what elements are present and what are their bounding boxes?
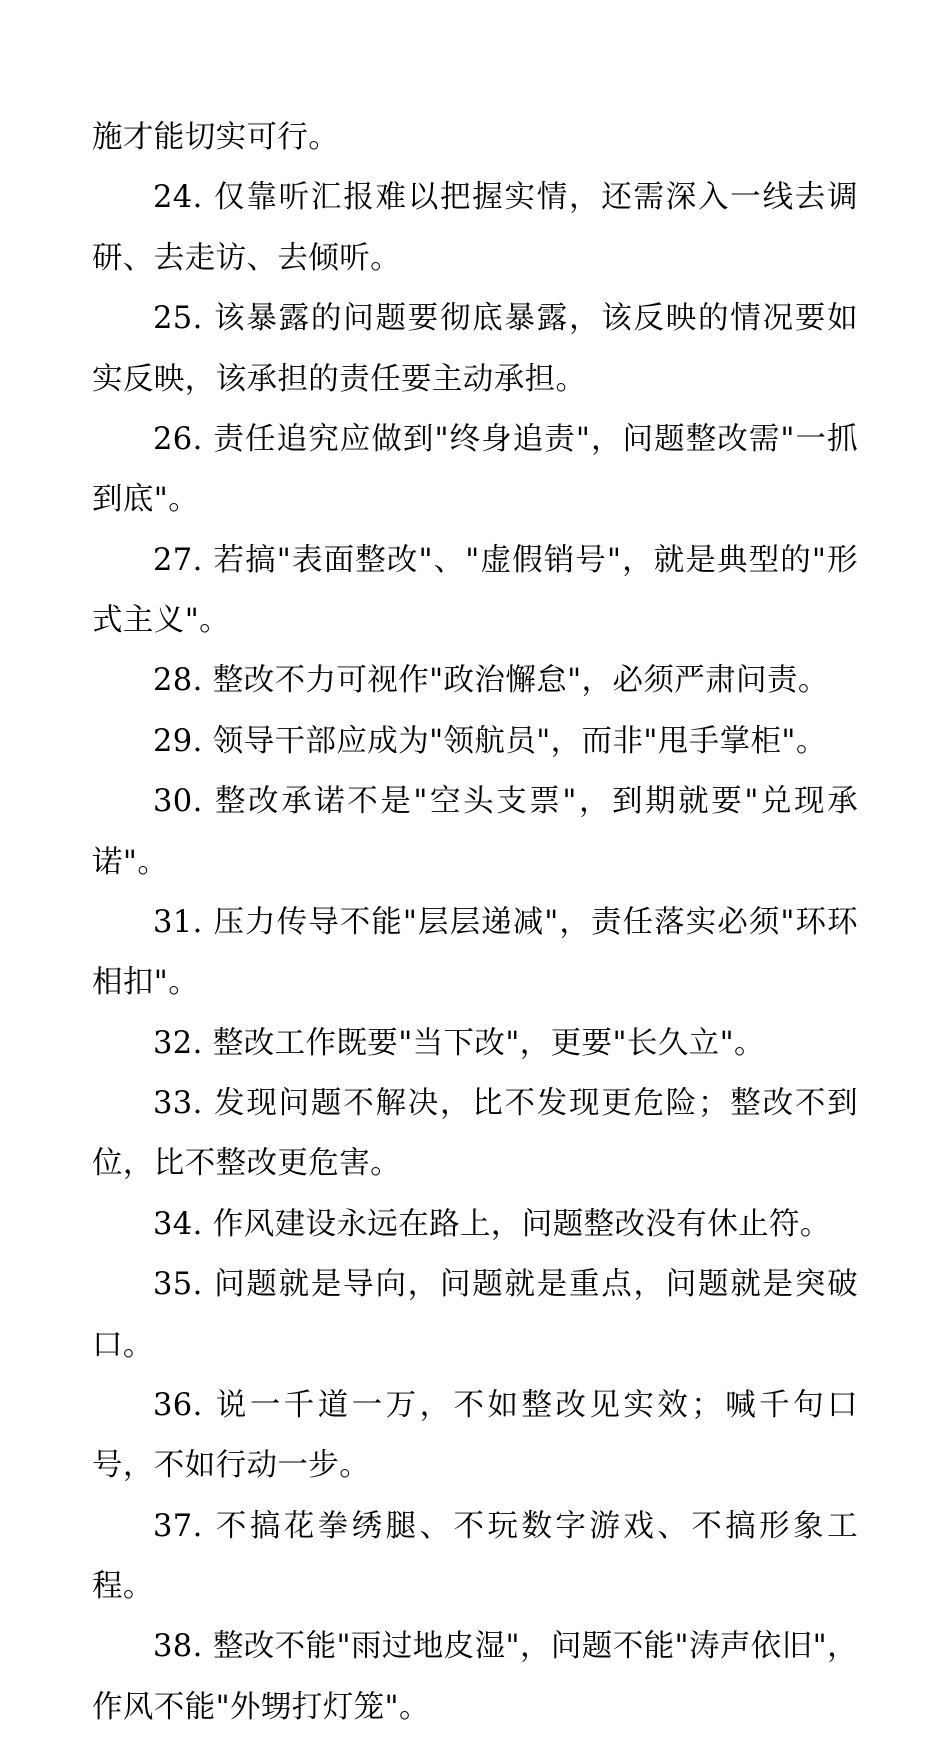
p-29: 29. 领导干部应成为"领航员"，而非"甩手掌柜"。 — [153, 723, 827, 759]
p-33: 33. 发现问题不解决，比不发现更危险；整改不到位，比不整改更危害。 — [92, 1086, 858, 1182]
p-continuation: 施才能切实可行。 — [92, 120, 340, 155]
p-30: 30. 整改承诺不是"空头支票"，到期就要"兑现承诺"。 — [92, 784, 858, 880]
document-body — [92, 108, 858, 1738]
p-37: 37. 不搞花拳绣腿、不玩数字游戏、不搞形象工程。 — [92, 1508, 858, 1604]
p-35: 35. 问题就是导向，问题就是重点，问题就是突破口。 — [92, 1267, 858, 1363]
p-31: 31. 压力传导不能"层层递减"，责任落实必须"环环相扣"。 — [92, 904, 858, 1001]
p-28: 28. 整改不力可视作"政治懈怠"，必须严肃问责。 — [153, 663, 829, 699]
p-24: 24. 仅靠听汇报难以把握实情，还需深入一线去调研、去走访、去倾听。 — [92, 180, 858, 276]
p-27: 27. 若搞"表面整改"、"虚假销号"，就是典型的"形式主义"。 — [92, 542, 858, 638]
p-32: 32. 整改工作既要"当下改"，更要"长久立"。 — [153, 1025, 765, 1061]
p-34: 34. 作风建设永远在路上，问题整改没有休止符。 — [153, 1206, 831, 1242]
p-26: 26. 责任追究应做到"终身追责"，问题整改需"一抓到底"。 — [92, 421, 858, 518]
p-38: 38. 整改不能"雨过地皮湿"，问题不能"涛声依旧"，作风不能"外甥打灯笼"。 — [92, 1629, 858, 1725]
p-25: 25. 该暴露的问题要彻底暴露，该反映的情况要如实反映，该承担的责任要主动承担。 — [92, 301, 858, 397]
p-36: 36. 说一千道一万，不如整改见实效；喊千句口号，不如行动一步。 — [92, 1387, 858, 1484]
